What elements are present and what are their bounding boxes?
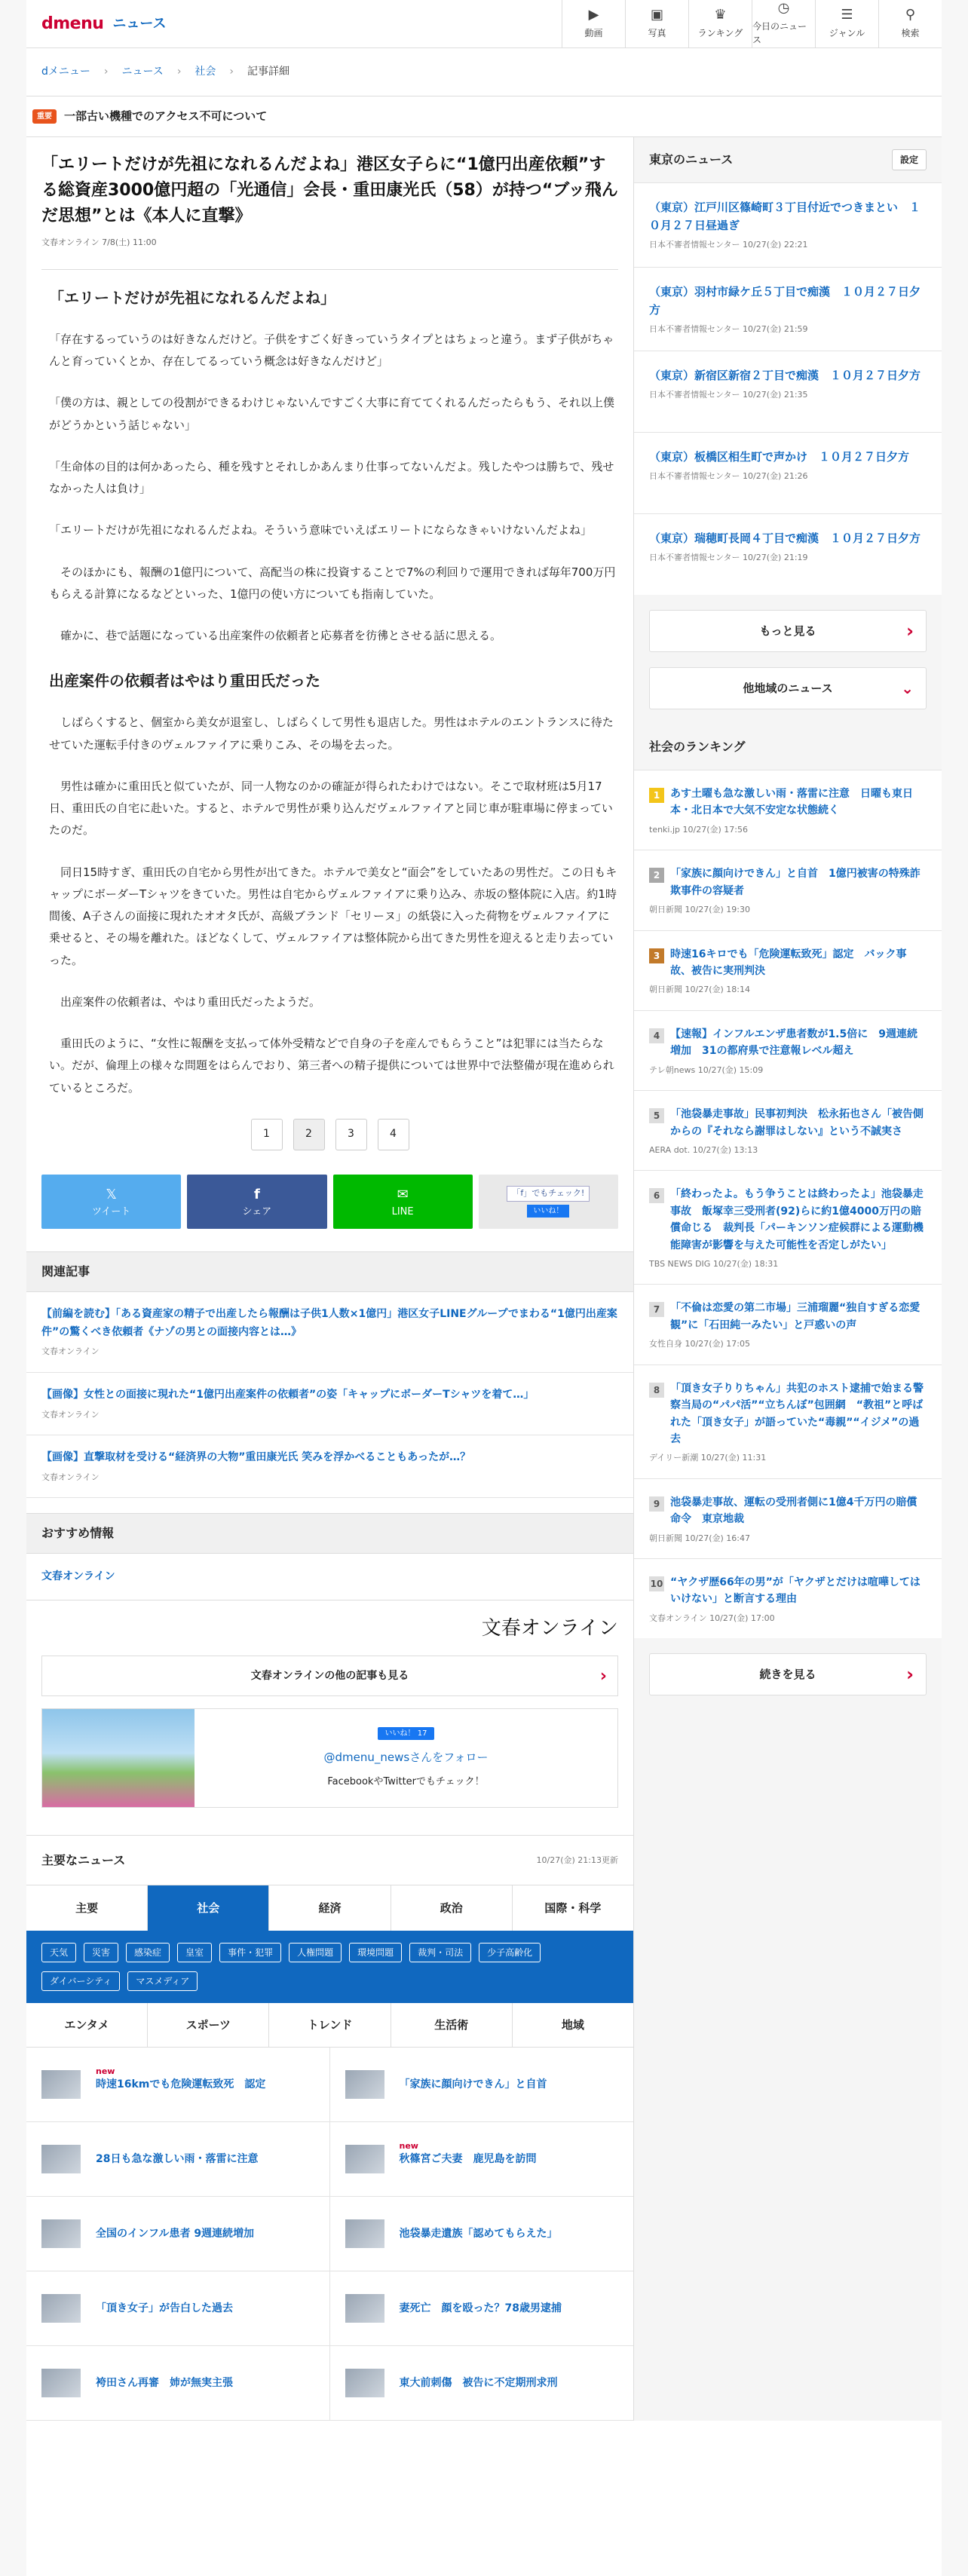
news-thumbnail bbox=[41, 2369, 81, 2397]
article-paragraph: 「存在するっていうのは好きなんだけど。子供をすごく好きっていうタイプとはちょっと違う。まず子供がちゃんと育っていくとか、存在してるっていう概念は好きなんだけど」 bbox=[49, 332, 614, 369]
related-source: 文春オンライン bbox=[41, 1472, 100, 1482]
local-news-source: 日本不審者情報センター 10/27(金) 22:21 bbox=[649, 240, 808, 250]
facebook-like-box bbox=[479, 1175, 618, 1229]
tab-sports[interactable]: スポーツ bbox=[148, 2003, 269, 2047]
news-thumbnail bbox=[345, 2070, 384, 2099]
tab-trend[interactable]: トレンド bbox=[269, 2003, 391, 2047]
nav-label: 写真 bbox=[648, 28, 666, 38]
tokyo-news-header bbox=[634, 137, 942, 182]
news-title: 東大前刺傷 被告に不定期刑求刑 bbox=[399, 2376, 558, 2389]
news-title: 妻死亡 顔を殴った？78歳男逮捕 bbox=[399, 2302, 562, 2314]
ranking-link[interactable]: “ヤクザ歴66年の男”が「ヤクザとだけは喧嘩してはいけない」と断言する理由 bbox=[670, 1576, 921, 1606]
ranking-source: 朝日新聞 10/27(金) 18:14 bbox=[649, 985, 750, 995]
new-badge: new bbox=[96, 2066, 115, 2077]
global-nav bbox=[562, 0, 942, 48]
page-2-current[interactable]: 2 bbox=[293, 1119, 325, 1150]
ranking-source: 女性自身 10/27(金) 17:05 bbox=[649, 1339, 750, 1349]
news-item[interactable] bbox=[26, 2197, 330, 2271]
news-title: 時速16kmでも危険運転致死 認定 bbox=[96, 2078, 266, 2091]
article-paragraph: 「僕の方は、親としての役割ができるわけじゃないんですごく大事に育ててくれるんだったらもう、それ以上僕がどうかという話じゃない」 bbox=[49, 396, 615, 432]
notice-text: 一部古い機種でのアクセス不可について bbox=[64, 109, 268, 124]
chevron-right-icon: › bbox=[103, 66, 109, 78]
share-label: シェア bbox=[242, 1205, 272, 1218]
logo-section: ニュース bbox=[112, 16, 167, 32]
ranking-source: デイリー新潮 10/27(金) 11:31 bbox=[649, 1453, 767, 1463]
tab-economy[interactable]: 経済 bbox=[269, 1885, 391, 1931]
local-news-source: 日本不審者情報センター 10/27(金) 21:19 bbox=[649, 553, 808, 562]
local-news-item bbox=[634, 432, 942, 513]
related-source: 文春オンライン bbox=[41, 1346, 100, 1357]
chevron-right-icon: › bbox=[229, 66, 234, 78]
article-meta: 文春オンライン 7/8(土) 11:00 bbox=[41, 237, 157, 248]
site-header bbox=[26, 0, 942, 48]
ranking-link[interactable]: 「終わったよ。もう争うことは終わったよ」池袋暴走事故 飯塚幸三受刑者(92)らに約1億4000万円の賠償命じる 裁判長「パーキンソン症候群による運動機能障害が影響を与えた可能性を否定しがたい」 bbox=[670, 1188, 924, 1251]
article-paragraph: 同日15時すぎ、重田氏の自宅から男性が出てきた。ホテルで美女と“面会”をしていたあの男性だ。この日もキャップにボーダーTシャツをきていた。男性は自宅からヴェルファイアに乗り込み、赤坂の整体院に入店。約1時間後、A子さんの面接に現れたオオタ氏が、高級ブランド「セリーヌ」の紙袋に入った荷物をヴェルファイアに乗せると、その場を離れた。ほどなくして、ヴェルファイアは整体院から出てきた男性を迎えると走り去っていった。 bbox=[49, 865, 617, 967]
news-thumbnail bbox=[41, 2070, 81, 2099]
breadcrumb-society[interactable]: 社会 bbox=[195, 66, 216, 78]
article-paragraph: 重田氏のように、“女性に報酬を支払って体外受精などで自身の子を産んでもらうこと”は犯罪には当たらない。だが、倫理上の様々な問題をはらんでおり、第三者への精子提供については世界中で法整備が現在進められているところだ。 bbox=[49, 1037, 614, 1095]
news-thumbnail bbox=[345, 2369, 384, 2397]
publisher-box bbox=[26, 1600, 633, 1821]
local-news-link[interactable]: （東京）瑞穂町長岡４丁目で痴漢 １０月２７日夕方 bbox=[649, 531, 921, 545]
news-thumbnail bbox=[41, 2219, 81, 2248]
article-paragraph: 「エリートだけが先祖になれるんだよね。そういう意味でいえばエリートにならなきゃいけないんだよね」 bbox=[49, 523, 593, 538]
breadcrumb-news[interactable]: ニュース bbox=[121, 66, 164, 78]
news-thumbnail bbox=[345, 2219, 384, 2248]
rank-badge: 5 bbox=[649, 1108, 664, 1123]
related-source: 文春オンライン bbox=[41, 1409, 100, 1420]
news-item[interactable] bbox=[26, 2048, 330, 2122]
news-thumbnail bbox=[345, 2145, 384, 2173]
ranking-source: 朝日新聞 10/27(金) 19:30 bbox=[649, 905, 750, 915]
rank-badge: 1 bbox=[649, 788, 664, 803]
ranking-link[interactable]: 【速報】インフルエンザ患者数が1.5倍に 9週連続増加 31の都府県で注意報レベル超え bbox=[670, 1028, 917, 1058]
tag-chip[interactable]: 裁判・司法 bbox=[409, 1943, 471, 1962]
photo-icon: ▣ bbox=[650, 7, 663, 23]
article-title: 「エリートだけが先祖になれるんだよね」港区女子らに“1億円出産依頼”する総資産3000億円超の「光通信」会長・重田康光氏（58）が持つ“ブッ飛んだ思想”とは《本人に直撃》 bbox=[41, 155, 618, 226]
nav-photo[interactable] bbox=[625, 0, 688, 48]
ranking-item bbox=[634, 1478, 942, 1558]
page-4[interactable]: 4 bbox=[378, 1119, 409, 1150]
tab-society[interactable]: 社会 bbox=[148, 1885, 269, 1931]
news-item[interactable] bbox=[26, 2271, 330, 2346]
fb-like-button[interactable]: いいね！ bbox=[527, 1205, 569, 1218]
tab-region[interactable]: 地域 bbox=[561, 2018, 584, 2032]
local-news-item bbox=[634, 351, 942, 432]
topic-tags bbox=[26, 1931, 633, 2003]
news-title: 全国のインフル患者 9週連続増加 bbox=[96, 2227, 255, 2240]
article-paragraph: 出産案件の依頼者は、やはり重田氏だったようだ。 bbox=[49, 994, 321, 1009]
news-title: 「頂き女子」が告白した過去 bbox=[96, 2302, 233, 2314]
settings-button[interactable]: 設定 bbox=[892, 149, 927, 170]
tokyo-news-heading: 東京のニュース bbox=[649, 152, 734, 167]
tab-lifestyle[interactable]: 生活術 bbox=[391, 2003, 513, 2047]
main-column bbox=[26, 137, 634, 2421]
tag-chip[interactable]: 事件・犯罪 bbox=[219, 1943, 281, 1962]
ranking-link[interactable]: 池袋暴走事故、運転の受刑者側に1億4千万円の賠償命令 東京地裁 bbox=[670, 1496, 917, 1526]
pagination bbox=[41, 1119, 618, 1150]
ranking-source: AERA dot. 10/27(金) 13:13 bbox=[649, 1144, 758, 1155]
article-heading: 出産案件の依頼者はやはり重田氏だった bbox=[49, 672, 320, 691]
news-thumbnail bbox=[41, 2294, 81, 2323]
breadcrumb bbox=[26, 48, 942, 96]
line-icon: ✉ bbox=[397, 1186, 409, 1202]
main-news-header bbox=[26, 1835, 633, 1885]
tab-world-science[interactable]: 国際・科学 bbox=[544, 1901, 602, 1916]
news-item[interactable] bbox=[330, 2271, 634, 2346]
other-region-dropdown[interactable]: 他地域のニュース ⌄ bbox=[649, 667, 927, 709]
ranking-item bbox=[634, 1284, 942, 1364]
tag-chip[interactable]: 感染症 bbox=[126, 1943, 170, 1962]
related-item bbox=[26, 1292, 633, 1373]
related-link[interactable]: 【前編を読む】「ある資産家の精子で出産したら報酬は子供1人数×1億円」港区女子LINEグループでまわる“1億円出産案件”の驚くべき依頼者《ナゾの男との面接内容とは…》 bbox=[41, 1307, 617, 1338]
nav-label: ランキング bbox=[697, 28, 743, 38]
follow-account-link[interactable]: @dmenu_newsさんをフォロー bbox=[323, 1750, 489, 1764]
tag-chip[interactable]: 皇室 bbox=[177, 1943, 212, 1962]
nav-label: 動画 bbox=[584, 28, 603, 38]
osusume-body bbox=[26, 1554, 633, 1600]
publisher-logo[interactable]: 文春オンライン bbox=[481, 1617, 618, 1640]
nav-today[interactable] bbox=[752, 0, 815, 48]
ranking-item bbox=[634, 1090, 942, 1170]
chevron-right-icon: › bbox=[176, 66, 182, 78]
ranking-source: 文春オンライン 10/27(金) 17:00 bbox=[649, 1613, 775, 1623]
ranking-link[interactable]: あす土曜も急な激しい雨・落雷に注意 日曜も東日本・北日本で大気不安定な状態続く bbox=[670, 788, 913, 817]
local-news-item bbox=[634, 267, 942, 351]
tab-politics[interactable]: 政治 bbox=[391, 1885, 513, 1931]
article-paragraph: そのほかにも、報酬の1億円について、高配当の株に投資することで7%の利回りで運用できれば毎年700万円もらえる計算になるなどといった、1億円の使い方についても指南していた。 bbox=[49, 565, 616, 601]
tag-chip[interactable]: 少子高齢化 bbox=[479, 1943, 541, 1962]
article-paragraph: 確かに、巷で話題になっている出産案件の依頼者と応募者を彷彿とさせる話に思える。 bbox=[49, 629, 502, 643]
ranking-link[interactable]: 時速16キロでも「危険運転致死」認定 バック事故、被告に実刑判決 bbox=[670, 948, 907, 977]
important-notice[interactable] bbox=[26, 96, 942, 137]
tag-chip[interactable]: 人権問題 bbox=[289, 1943, 342, 1962]
divider bbox=[41, 269, 618, 270]
article-paragraph: 「生命体の目的は何かあったら、種を残すとそれしかあんまり仕事ってないんだよ。残したやつは勝ちで、残せなかった人は負け」 bbox=[49, 459, 614, 496]
page bbox=[26, 0, 942, 2576]
ranking-item bbox=[634, 1170, 942, 1284]
page-3[interactable]: 3 bbox=[335, 1119, 367, 1150]
news-title: 28日も急な激しい雨・落雷に注意 bbox=[96, 2152, 259, 2165]
rank-badge: 3 bbox=[649, 948, 664, 963]
nav-label: 検索 bbox=[901, 28, 920, 38]
follow-box bbox=[41, 1708, 618, 1808]
ranking-link[interactable]: 「家族に顔向けできん」と自首 1億円被害の特殊詐欺事件の容疑者 bbox=[670, 868, 921, 897]
rank-badge: 6 bbox=[649, 1188, 664, 1203]
local-news-source: 日本不審者情報センター 10/27(金) 21:26 bbox=[649, 471, 808, 481]
local-news-source: 日本不審者情報センター 10/27(金) 21:59 bbox=[649, 323, 808, 334]
ranking-link[interactable]: 「池袋暴走事故」民事初判決 松永拓也さん「被告側からの『それなら謝罪はしない』という不誠実さ bbox=[670, 1108, 924, 1138]
fb-like-button[interactable]: いいね！ 17 bbox=[378, 1727, 435, 1740]
ranking-link[interactable]: 「頂き女子りりちゃん」共犯のホスト逮捕で始まる警察当局の“パパ活”“立ちんぼ”包囲網 “教祖”と呼ばれた「頂き女子」が語っていた“毒親”“イジメ”の過去 bbox=[670, 1382, 924, 1445]
rank-badge: 8 bbox=[649, 1383, 664, 1398]
flower-field-image bbox=[42, 1709, 195, 1807]
main-news-updated: 10/27(金) 21:13更新 bbox=[536, 1855, 618, 1865]
local-news-link[interactable]: （東京）江戸川区篠崎町３丁目付近でつきまとい １０月２７日昼過ぎ bbox=[649, 201, 921, 232]
fb-check-label: 「f」でもチェック! bbox=[507, 1186, 590, 1202]
article-heading: 「エリートだけが先祖になれるんだよね」 bbox=[49, 288, 335, 307]
publisher-more-button[interactable]: 文春オンラインの他の記事も見る › bbox=[41, 1656, 618, 1696]
new-badge: new bbox=[399, 2141, 418, 2152]
rank-badge: 2 bbox=[649, 868, 664, 883]
breadcrumb-dmenu[interactable]: dメニュー bbox=[41, 66, 90, 78]
rank-badge: 7 bbox=[649, 1302, 664, 1317]
article bbox=[26, 137, 633, 1150]
local-news-item bbox=[634, 513, 942, 595]
facebook-share-button[interactable] bbox=[187, 1175, 326, 1229]
news-item[interactable] bbox=[26, 2122, 330, 2197]
local-news-link[interactable]: （東京）板橋区相生町で声かけ １０月２７日夕方 bbox=[649, 450, 910, 464]
tweet-button[interactable] bbox=[41, 1175, 181, 1229]
main-news-heading: 主要なニュース bbox=[41, 1852, 126, 1867]
ranking-source: TBS NEWS DIG 10/27(金) 18:31 bbox=[649, 1258, 779, 1269]
breadcrumb-current: 記事詳細 bbox=[247, 66, 290, 78]
osusume-heading: おすすめ情報 bbox=[26, 1513, 633, 1554]
news-item[interactable] bbox=[330, 2122, 634, 2197]
ranking-item bbox=[634, 1010, 942, 1090]
tag-chip[interactable]: 環境問題 bbox=[349, 1943, 402, 1962]
tag-chip[interactable]: ダイバーシティ bbox=[41, 1971, 120, 1991]
related-item bbox=[26, 1373, 633, 1435]
news-tabs bbox=[26, 1885, 633, 1931]
ranking-item bbox=[634, 930, 942, 1010]
search-icon: ⚲ bbox=[905, 7, 916, 23]
site-logo[interactable] bbox=[26, 11, 167, 36]
ranking-source: テレ朝news 10/27(金) 15:09 bbox=[649, 1064, 764, 1075]
rank-badge: 9 bbox=[649, 1496, 664, 1512]
news-item[interactable] bbox=[330, 2048, 634, 2122]
nav-label: 今日のニュース bbox=[752, 21, 807, 45]
news-item[interactable] bbox=[26, 2346, 330, 2421]
ranking-item bbox=[634, 850, 942, 930]
related-link[interactable]: 【画像】直撃取材を受ける“経済界の大物”重田康光氏 笑みを浮かべることもあったが…？ bbox=[41, 1451, 471, 1464]
local-news-link[interactable]: （東京）新宿区新宿２丁目で痴漢 １０月２７日夕方 bbox=[649, 369, 921, 382]
logo-brand: dmenu bbox=[41, 14, 104, 33]
sidebar bbox=[634, 137, 942, 2421]
genre-icon: ☰ bbox=[841, 7, 853, 23]
news-thumbnail bbox=[345, 2294, 384, 2323]
page-1[interactable]: 1 bbox=[251, 1119, 283, 1150]
ranking-heading: 社会のランキング bbox=[634, 724, 942, 770]
ranking-source: tenki.jp 10/27(金) 17:56 bbox=[649, 824, 748, 835]
rank-badge: 10 bbox=[649, 1576, 664, 1591]
ranking-item bbox=[634, 1365, 942, 1478]
nav-label: ジャンル bbox=[829, 28, 865, 38]
news-thumbnail bbox=[41, 2145, 81, 2173]
ranking-source: 朝日新聞 10/27(金) 16:47 bbox=[649, 1533, 750, 1543]
rank-badge: 4 bbox=[649, 1028, 664, 1043]
twitter-icon: 𝕏 bbox=[106, 1186, 117, 1202]
article-paragraph: しばらくすると、個室から美女が退室し、しばらくして男性も退店した。男性はホテルのエントランスに待たせていた運転手付きのヴェルファイアに乗りこみ、その場を去った。 bbox=[49, 715, 614, 752]
ranking-link[interactable]: 「不倫は恋愛の第二市場」三浦瑠麗“独自すぎる恋愛観”に「石田純一みたい」と戸惑いの声 bbox=[670, 1302, 921, 1331]
nav-search[interactable] bbox=[878, 0, 942, 48]
ranking-item bbox=[634, 770, 942, 850]
video-icon: ▶ bbox=[588, 7, 599, 23]
nav-genre[interactable] bbox=[815, 0, 878, 48]
nav-video[interactable] bbox=[562, 0, 625, 48]
local-news-source: 日本不審者情報センター 10/27(金) 21:35 bbox=[649, 390, 808, 400]
notice-tag: 重要 bbox=[32, 109, 57, 124]
today-icon: ◷ bbox=[777, 0, 790, 16]
line-label: LINE bbox=[391, 1205, 414, 1218]
local-news-item bbox=[634, 182, 942, 267]
tab-entertainment[interactable]: エンタメ bbox=[26, 2003, 148, 2047]
news-title: 「家族に顔向けできん」と自首 bbox=[399, 2078, 547, 2091]
tweet-label: ツイート bbox=[91, 1205, 131, 1218]
facebook-icon: f bbox=[253, 1186, 260, 1202]
share-bar bbox=[26, 1175, 633, 1251]
more-button[interactable]: もっと見る › bbox=[649, 610, 927, 652]
follow-desc: FacebookやTwitterでもチェック！ bbox=[327, 1776, 485, 1788]
ranking-more-button[interactable]: 続きを見る › bbox=[649, 1653, 927, 1695]
ranking-icon: ♛ bbox=[714, 7, 727, 23]
osusume-link[interactable]: 文春オンライン bbox=[41, 1570, 115, 1583]
related-heading: 関連記事 bbox=[26, 1251, 633, 1292]
article-paragraph: 男性は確かに重田氏と似ていたが、同一人物なのかの確証が得られたわけではない。そこで取材班は5月17日、重田氏の自宅に赴いた。すると、ホテルで男性が乗り込んだヴェルファイアと同じ車が駐車場に停まっていたのだ。 bbox=[49, 779, 613, 838]
ranking-item bbox=[634, 1558, 942, 1638]
news-item[interactable] bbox=[330, 2197, 634, 2271]
news-title: 秋篠宮ご夫妻 鹿児島を訪問 bbox=[399, 2152, 537, 2165]
line-button[interactable] bbox=[333, 1175, 473, 1229]
tag-chip[interactable]: マスメディア bbox=[127, 1971, 198, 1991]
tab-main[interactable]: 主要 bbox=[26, 1885, 148, 1931]
news-title: 池袋暴走遺族「認めてもらえた」 bbox=[399, 2227, 558, 2240]
nav-ranking[interactable] bbox=[688, 0, 752, 48]
related-item bbox=[26, 1435, 633, 1498]
local-news-link[interactable]: （東京）羽村市緑ケ丘５丁目で痴漢 １０月２７日夕方 bbox=[649, 284, 921, 317]
tag-chip[interactable]: 災害 bbox=[84, 1943, 118, 1962]
news-tabs-secondary bbox=[26, 2003, 633, 2048]
news-grid bbox=[26, 2048, 633, 2421]
related-link[interactable]: 【画像】女性との面接に現れた“1億円出産案件の依頼者”の姿「キャップにボーダーTシャツを着て…」 bbox=[41, 1388, 535, 1401]
news-item[interactable] bbox=[330, 2346, 634, 2421]
news-title: 袴田さん再審 姉が無実主張 bbox=[96, 2376, 233, 2389]
tag-chip[interactable]: 天気 bbox=[41, 1943, 76, 1962]
